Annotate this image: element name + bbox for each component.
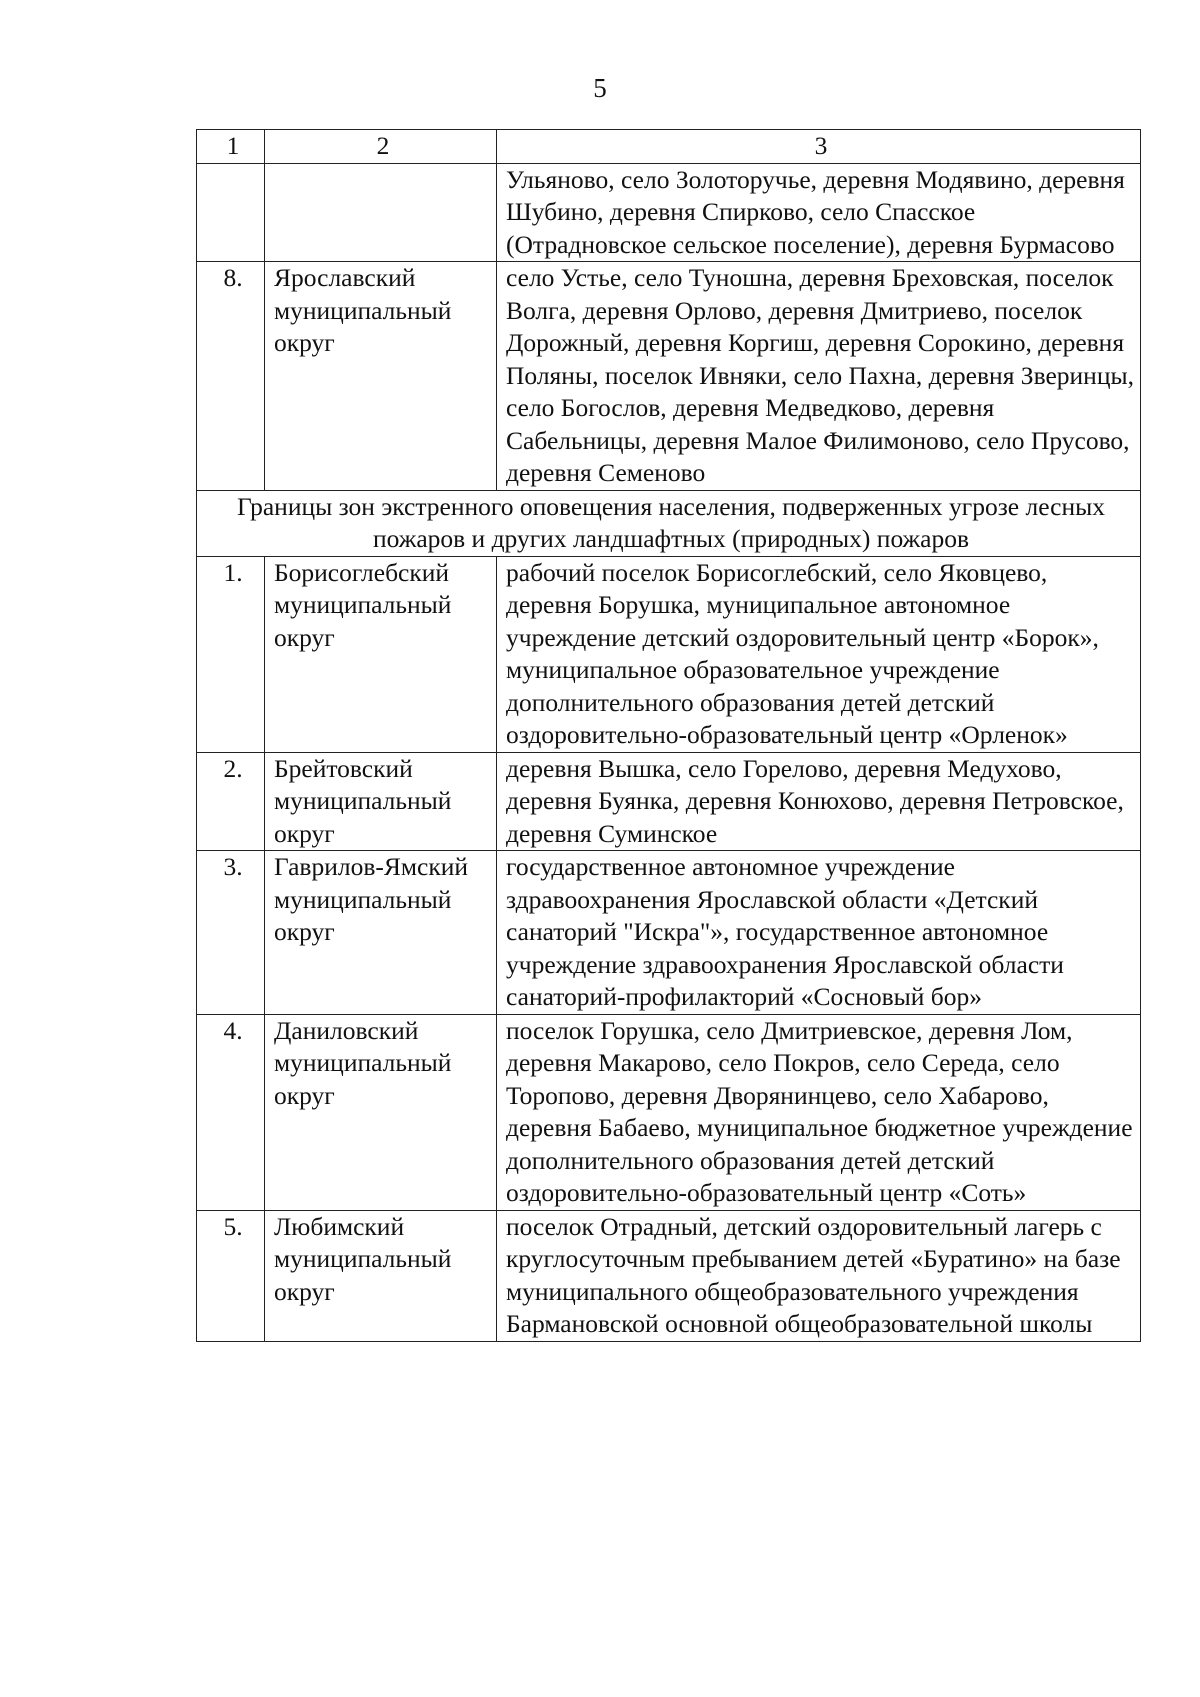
header-col-2: 2	[265, 130, 497, 164]
table-row	[197, 752, 1141, 851]
row-number: 4.	[197, 1014, 265, 1210]
table-row	[197, 851, 1141, 1015]
table-header-row	[197, 130, 1141, 164]
row-number: 8.	[197, 262, 265, 491]
settlements-list: поселок Горушка, село Дмитриевское, деревня Лом, деревня Макарово, село Покров, село Середа, село Торопово, деревня Дворянинцево, село Хабарово, деревня Бабаево, муниципальное бюджетное учреждение дополнительного образования детей детский оздоровительно-образовательный центр «Соть»	[497, 1014, 1141, 1210]
section-title: Границы зон экстренного оповещения населения, подверженных угрозе лесных пожаров и других ландшафтных (природных) пожаров	[197, 490, 1141, 556]
district-name: Любимский муниципальный округ	[265, 1210, 497, 1341]
settlements-list: село Устье, село Туношна, деревня Бреховская, поселок Волга, деревня Орлово, деревня Дмитриево, поселок Дорожный, деревня Коргиш, деревня Сорокино, деревня Поляны, поселок Ивняки, село Пахна, деревня Зверинцы, село Богослов, деревня Медведково, деревня Сабельницы, деревня Малое Филимоново, село Прусово, деревня Семеново	[497, 262, 1141, 491]
settlements-list: деревня Вышка, село Горелово, деревня Медухово, деревня Буянка, деревня Конюхово, деревня Петровское, деревня Суминское	[497, 752, 1141, 851]
row-number	[197, 163, 265, 262]
district-name: Брейтовский муниципальный округ	[265, 752, 497, 851]
district-name: Борисоглебский муниципальный округ	[265, 556, 497, 752]
table-row	[197, 556, 1141, 752]
district-name: Даниловский муниципальный округ	[265, 1014, 497, 1210]
district-name: Гаврилов-Ямский муниципальный округ	[265, 851, 497, 1015]
district-name: Ярославский муниципальный округ	[265, 262, 497, 491]
districts-table	[196, 129, 1141, 1342]
row-number: 3.	[197, 851, 265, 1015]
row-number: 1.	[197, 556, 265, 752]
settlements-list: государственное автономное учреждение здравоохранения Ярославской области «Детский санаторий "Искра"», государственное автономное учреждение здравоохранения Ярославской области санаторий-профилакторий «Сосновый бор»	[497, 851, 1141, 1015]
settlements-list: Ульяново, село Золоторучье, деревня Модявино, деревня Шубино, деревня Спирково, село Спасское (Отрадновское сельское поселение), деревня Бурмасово	[497, 163, 1141, 262]
row-number: 2.	[197, 752, 265, 851]
header-col-1: 1	[197, 130, 265, 164]
district-name	[265, 163, 497, 262]
table-row	[197, 1210, 1141, 1341]
header-col-3: 3	[497, 130, 1141, 164]
page-number: 5	[593, 73, 607, 103]
row-number: 5.	[197, 1210, 265, 1341]
settlements-list: поселок Отрадный, детский оздоровительный лагерь с круглосуточным пребыванием детей «Буратино» на базе муниципального общеобразовательного учреждения Бармановской основной общеобразовательной школы	[497, 1210, 1141, 1341]
table-row	[197, 1014, 1141, 1210]
table-row	[197, 163, 1141, 262]
settlements-list: рабочий поселок Борисоглебский, село Яковцево, деревня Борушка, муниципальное автономное учреждение детский оздоровительный центр «Борок», муниципальное образовательное учреждение дополнительного образования детей детский оздоровительно-образовательный центр «Орленок»	[497, 556, 1141, 752]
section-title-row	[197, 490, 1141, 556]
table-row	[197, 262, 1141, 491]
